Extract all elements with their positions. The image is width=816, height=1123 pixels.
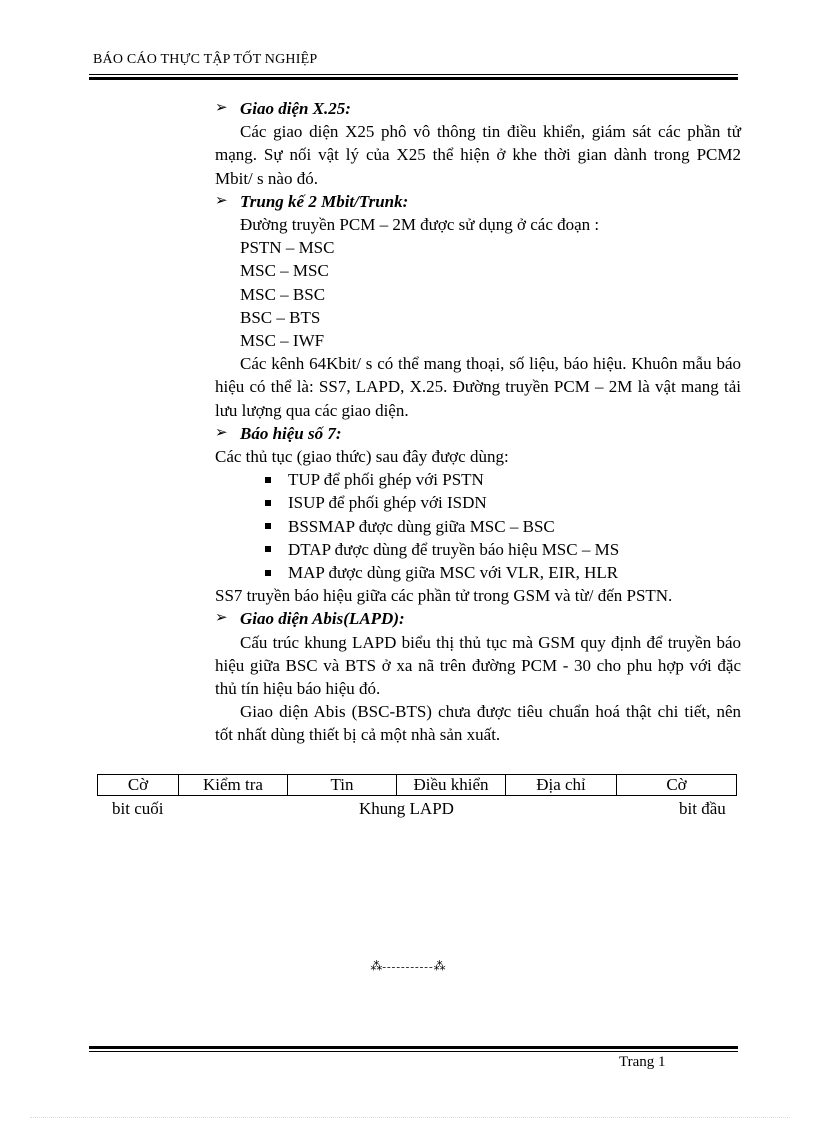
footer-rule	[89, 1046, 738, 1052]
trunk-link: MSC – BSC	[240, 284, 326, 304]
frame-field: Cờ	[617, 775, 737, 796]
list-item: ISUP để phối ghép với ISDN	[265, 491, 741, 514]
list-item: DTAP được dùng để truyền báo hiệu MSC – MS	[265, 538, 741, 561]
ornament-divider: ⁂-----------⁂	[370, 959, 446, 973]
frame-labels	[97, 799, 737, 823]
frame-field: Cờ	[98, 775, 179, 796]
arrow-bullet-icon: ➢	[215, 100, 228, 116]
square-bullet-icon	[265, 546, 271, 552]
heading-ss7: ➢ Báo hiệu số 7:	[215, 422, 741, 445]
page-number: Trang 1	[619, 1054, 666, 1070]
heading-abis: ➢ Giao diện Abis(LAPD):	[215, 607, 741, 630]
square-bullet-icon	[265, 477, 271, 483]
paragraph-x25: Các giao diện X25 phô vô thông tin điều khiển, giám sát các phần tử mạng. Sự nối vật lý của X25 thể hiện ở khe thời gian dành trong PCM2 Mbit/ s nào đó.	[215, 122, 741, 188]
square-bullet-icon	[265, 523, 271, 529]
document-header: BÁO CÁO THỰC TẬP TỐT NGHIỆP	[93, 52, 318, 67]
trunk-link: BSC – BTS	[240, 307, 321, 327]
frame-field: Kiểm tra	[179, 775, 288, 796]
ss7-outro: SS7 truyền báo hiệu giữa các phần tử trong GSM và từ/ đến PSTN.	[215, 586, 673, 606]
arrow-bullet-icon: ➢	[215, 610, 228, 627]
arrow-bullet-icon: ➢	[215, 192, 228, 209]
frame-field: Địa chỉ	[506, 775, 617, 796]
heading-x25: ➢ Giao diện X.25:	[215, 97, 741, 120]
frame-label-left: bit cuối	[112, 799, 164, 818]
lapd-frame-table	[97, 774, 737, 796]
page-bottom-dots	[30, 1117, 790, 1118]
frame-label-right: bit đầu	[679, 799, 726, 818]
ss7-intro: Các thủ tục (giao thức) sau đây được dùng:	[215, 447, 509, 467]
list-item: TUP để phối ghép với PSTN	[265, 468, 741, 491]
arrow-bullet-icon: ➢	[215, 424, 228, 441]
main-content	[215, 97, 741, 747]
trunk-link: PSTN – MSC	[240, 238, 335, 258]
square-bullet-icon	[265, 570, 271, 576]
trunk-link: MSC – IWF	[240, 331, 325, 351]
trunk-intro: Đường truyền PCM – 2M được sử dụng ở các đoạn :	[240, 215, 600, 235]
paragraph-abis-1: Cấu trúc khung LAPD biểu thị thủ tục mà GSM quy định để truyền báo hiệu giữa BSC và BTS ở xa nã trên đường PCM - 30 cho phu hợp với đặc thủ tín hiệu báo hiệu đó.	[215, 632, 741, 699]
ss7-protocol-list	[215, 468, 741, 584]
trunk-link: MSC – MSC	[240, 261, 329, 281]
list-item: BSSMAP được dùng giữa MSC – BSC	[265, 515, 741, 538]
frame-field: Tin	[288, 775, 397, 796]
heading-trunk: ➢ Trung kế 2 Mbit/Trunk:	[215, 190, 741, 213]
list-item: MAP được dùng giữa MSC với VLR, EIR, HLR	[265, 561, 741, 584]
frame-field: Điều khiển	[397, 775, 506, 796]
header-rule	[89, 74, 738, 80]
frame-label-center: Khung LAPD	[359, 799, 454, 818]
square-bullet-icon	[265, 500, 271, 506]
paragraph-trunk: Các kênh 64Kbit/ s có thể mang thoại, số liệu, báo hiệu. Khuôn mẫu báo hiệu có thể là: SS7, LAPD, X.25. Đường truyền PCM – 2M là vật mang tải lưu lượng qua các giao diện.	[215, 354, 741, 420]
paragraph-abis-2: Giao diện Abis (BSC-BTS) chưa được tiêu chuẩn hoá thật chi tiết, nên tốt nhất dùng thiết bị cả một nhà sản xuất.	[215, 702, 741, 745]
